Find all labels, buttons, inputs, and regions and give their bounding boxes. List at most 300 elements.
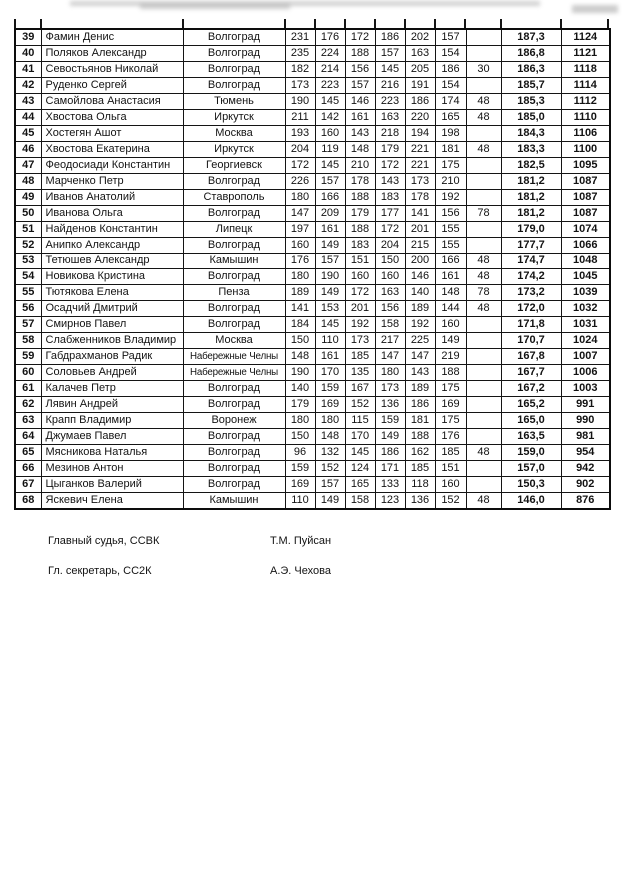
- city-cell: Волгоград: [183, 397, 285, 413]
- score-cell: 136: [405, 492, 435, 509]
- total-cell: 954: [561, 444, 610, 460]
- score-cell: 146: [345, 93, 375, 109]
- city-cell: Камышин: [183, 253, 285, 269]
- handicap-cell: [466, 397, 501, 413]
- name-cell: Найденов Константин: [41, 221, 183, 237]
- score-cell: 179: [375, 141, 405, 157]
- score-cell: 209: [315, 205, 345, 221]
- score-cell: 226: [285, 173, 315, 189]
- name-cell: Новикова Кристина: [41, 269, 183, 285]
- table-border-stub: [404, 19, 406, 28]
- row-number-cell: 68: [15, 492, 41, 509]
- table-row: [15, 253, 610, 269]
- score-cell: 193: [285, 125, 315, 141]
- row-number-cell: 50: [15, 205, 41, 221]
- table-border-stub: [500, 19, 502, 28]
- total-cell: 1124: [561, 29, 610, 46]
- city-cell: Москва: [183, 125, 285, 141]
- score-cell: 185: [435, 444, 466, 460]
- name-cell: Севостьянов Николай: [41, 62, 183, 78]
- total-cell: 1045: [561, 269, 610, 285]
- score-cell: 175: [435, 157, 466, 173]
- score-cell: 180: [285, 189, 315, 205]
- name-cell: Крапп Владимир: [41, 413, 183, 429]
- score-cell: 143: [405, 365, 435, 381]
- average-cell: 181,2: [501, 205, 561, 221]
- table-row: [15, 365, 610, 381]
- total-cell: 1007: [561, 349, 610, 365]
- handicap-cell: 48: [466, 141, 501, 157]
- score-cell: 124: [345, 460, 375, 476]
- score-cell: 157: [345, 78, 375, 94]
- table-row: [15, 125, 610, 141]
- handicap-cell: [466, 173, 501, 189]
- secretary-name: А.Э. Чехова: [270, 565, 331, 577]
- total-cell: 1110: [561, 109, 610, 125]
- score-cell: 186: [405, 93, 435, 109]
- total-cell: 1031: [561, 317, 610, 333]
- score-cell: 159: [375, 413, 405, 429]
- score-cell: 189: [405, 381, 435, 397]
- name-cell: Джумаев Павел: [41, 428, 183, 444]
- score-cell: 165: [345, 476, 375, 492]
- score-cell: 156: [435, 205, 466, 221]
- score-cell: 157: [315, 476, 345, 492]
- score-cell: 188: [345, 189, 375, 205]
- table-row: [15, 285, 610, 301]
- average-cell: 167,7: [501, 365, 561, 381]
- name-cell: Фамин Денис: [41, 29, 183, 46]
- total-cell: 942: [561, 460, 610, 476]
- score-cell: 225: [405, 333, 435, 349]
- handicap-cell: [466, 333, 501, 349]
- score-cell: 231: [285, 29, 315, 46]
- row-number-cell: 64: [15, 428, 41, 444]
- name-cell: Хвостова Ольга: [41, 109, 183, 125]
- score-cell: 157: [315, 253, 345, 269]
- name-cell: Слабженников Владимир: [41, 333, 183, 349]
- city-cell: Пенза: [183, 285, 285, 301]
- row-number-cell: 41: [15, 62, 41, 78]
- city-cell: Волгоград: [183, 46, 285, 62]
- total-cell: 1039: [561, 285, 610, 301]
- total-cell: 1074: [561, 221, 610, 237]
- cut-off-text-smear: [572, 5, 618, 13]
- score-cell: 149: [315, 237, 345, 253]
- score-cell: 119: [315, 141, 345, 157]
- score-cell: 220: [405, 109, 435, 125]
- score-cell: 188: [345, 46, 375, 62]
- table-row: [15, 413, 610, 429]
- score-cell: 163: [375, 285, 405, 301]
- row-number-cell: 40: [15, 46, 41, 62]
- table-row: [15, 221, 610, 237]
- score-cell: 160: [345, 269, 375, 285]
- handicap-cell: 48: [466, 93, 501, 109]
- score-cell: 210: [345, 157, 375, 173]
- row-number-cell: 46: [15, 141, 41, 157]
- score-cell: 181: [435, 141, 466, 157]
- handicap-cell: 48: [466, 253, 501, 269]
- row-number-cell: 55: [15, 285, 41, 301]
- score-cell: 172: [375, 157, 405, 173]
- total-cell: 1121: [561, 46, 610, 62]
- score-cell: 186: [375, 444, 405, 460]
- score-cell: 180: [285, 413, 315, 429]
- score-cell: 177: [375, 205, 405, 221]
- score-cell: 157: [375, 46, 405, 62]
- name-cell: Самойлова Анастасия: [41, 93, 183, 109]
- name-cell: Лявин Андрей: [41, 397, 183, 413]
- city-cell: Камышин: [183, 492, 285, 509]
- score-cell: 204: [375, 237, 405, 253]
- name-cell: Осадчий Дмитрий: [41, 301, 183, 317]
- table-row: [15, 269, 610, 285]
- score-cell: 123: [375, 492, 405, 509]
- table-row: [15, 476, 610, 492]
- score-cell: 150: [375, 253, 405, 269]
- score-cell: 192: [345, 317, 375, 333]
- average-cell: 167,8: [501, 349, 561, 365]
- cut-off-text-smear: [140, 4, 290, 9]
- score-cell: 214: [315, 62, 345, 78]
- score-cell: 161: [315, 349, 345, 365]
- total-cell: 1087: [561, 173, 610, 189]
- row-number-cell: 52: [15, 237, 41, 253]
- score-cell: 143: [345, 125, 375, 141]
- score-cell: 176: [315, 29, 345, 46]
- name-cell: Феодосиади Константин: [41, 157, 183, 173]
- score-cell: 219: [435, 349, 466, 365]
- score-cell: 198: [435, 125, 466, 141]
- handicap-cell: [466, 157, 501, 173]
- row-number-cell: 43: [15, 93, 41, 109]
- score-cell: 194: [405, 125, 435, 141]
- table-row: [15, 173, 610, 189]
- score-cell: 166: [435, 253, 466, 269]
- score-cell: 176: [285, 253, 315, 269]
- average-cell: 187,3: [501, 29, 561, 46]
- score-cell: 186: [435, 62, 466, 78]
- score-cell: 205: [405, 62, 435, 78]
- name-cell: Мясникова Наталья: [41, 444, 183, 460]
- table-row: [15, 317, 610, 333]
- score-cell: 202: [405, 29, 435, 46]
- score-cell: 210: [435, 173, 466, 189]
- city-cell: Ставрополь: [183, 189, 285, 205]
- score-cell: 180: [315, 413, 345, 429]
- table-row: [15, 428, 610, 444]
- row-number-cell: 56: [15, 301, 41, 317]
- table-row: [15, 349, 610, 365]
- city-cell: Воронеж: [183, 413, 285, 429]
- table-border-stub: [314, 19, 316, 28]
- score-cell: 152: [435, 492, 466, 509]
- city-cell: Волгоград: [183, 205, 285, 221]
- score-cell: 154: [435, 78, 466, 94]
- total-cell: 1095: [561, 157, 610, 173]
- handicap-cell: 48: [466, 492, 501, 509]
- average-cell: 163,5: [501, 428, 561, 444]
- average-cell: 183,3: [501, 141, 561, 157]
- score-cell: 218: [375, 125, 405, 141]
- score-cell: 216: [375, 78, 405, 94]
- handicap-cell: [466, 125, 501, 141]
- city-cell: Москва: [183, 333, 285, 349]
- score-cell: 145: [375, 62, 405, 78]
- city-cell: Волгоград: [183, 173, 285, 189]
- row-number-cell: 59: [15, 349, 41, 365]
- score-cell: 146: [405, 269, 435, 285]
- table-row: [15, 333, 610, 349]
- table-row: [15, 492, 610, 509]
- score-cell: 173: [375, 381, 405, 397]
- score-cell: 185: [405, 460, 435, 476]
- city-cell: Волгоград: [183, 237, 285, 253]
- score-cell: 144: [435, 301, 466, 317]
- name-cell: Смирнов Павел: [41, 317, 183, 333]
- score-cell: 150: [285, 333, 315, 349]
- secretary-role-label: Гл. секретарь, СС2К: [48, 565, 152, 577]
- score-cell: 152: [345, 397, 375, 413]
- score-cell: 161: [315, 221, 345, 237]
- handicap-cell: [466, 381, 501, 397]
- score-cell: 172: [345, 29, 375, 46]
- score-cell: 188: [345, 221, 375, 237]
- score-cell: 201: [405, 221, 435, 237]
- average-cell: 165,2: [501, 397, 561, 413]
- score-cell: 186: [375, 29, 405, 46]
- name-cell: Руденко Сергей: [41, 78, 183, 94]
- handicap-cell: [466, 413, 501, 429]
- average-cell: 185,0: [501, 109, 561, 125]
- score-cell: 145: [315, 157, 345, 173]
- score-cell: 176: [435, 428, 466, 444]
- score-cell: 118: [405, 476, 435, 492]
- row-number-cell: 66: [15, 460, 41, 476]
- table-border-stub: [14, 19, 16, 28]
- total-cell: 1112: [561, 93, 610, 109]
- score-cell: 190: [315, 269, 345, 285]
- handicap-cell: [466, 476, 501, 492]
- score-cell: 192: [405, 317, 435, 333]
- total-cell: 1003: [561, 381, 610, 397]
- total-cell: 1032: [561, 301, 610, 317]
- score-cell: 192: [435, 189, 466, 205]
- average-cell: 182,5: [501, 157, 561, 173]
- name-cell: Хвостова Екатерина: [41, 141, 183, 157]
- row-number-cell: 44: [15, 109, 41, 125]
- score-cell: 156: [345, 62, 375, 78]
- name-cell: Мезинов Антон: [41, 460, 183, 476]
- handicap-cell: 48: [466, 269, 501, 285]
- score-cell: 224: [315, 46, 345, 62]
- score-cell: 161: [345, 109, 375, 125]
- total-cell: 1048: [561, 253, 610, 269]
- score-cell: 148: [315, 428, 345, 444]
- average-cell: 185,7: [501, 78, 561, 94]
- score-cell: 110: [315, 333, 345, 349]
- row-number-cell: 63: [15, 413, 41, 429]
- city-cell: Иркутск: [183, 141, 285, 157]
- score-cell: 145: [315, 93, 345, 109]
- score-cell: 200: [405, 253, 435, 269]
- score-cell: 186: [405, 397, 435, 413]
- row-number-cell: 45: [15, 125, 41, 141]
- name-cell: Тютякова Елена: [41, 285, 183, 301]
- table-border-stub: [434, 19, 436, 28]
- total-cell: 902: [561, 476, 610, 492]
- city-cell: Волгоград: [183, 301, 285, 317]
- total-cell: 990: [561, 413, 610, 429]
- score-cell: 115: [345, 413, 375, 429]
- total-cell: 981: [561, 428, 610, 444]
- score-cell: 152: [315, 460, 345, 476]
- handicap-cell: 78: [466, 285, 501, 301]
- score-cell: 188: [435, 365, 466, 381]
- score-cell: 160: [435, 476, 466, 492]
- score-cell: 133: [375, 476, 405, 492]
- score-cell: 197: [285, 221, 315, 237]
- total-cell: 1087: [561, 205, 610, 221]
- handicap-cell: [466, 365, 501, 381]
- score-cell: 215: [405, 237, 435, 253]
- score-cell: 190: [285, 365, 315, 381]
- score-cell: 140: [405, 285, 435, 301]
- total-cell: 991: [561, 397, 610, 413]
- table-row: [15, 444, 610, 460]
- name-cell: Иванов Анатолий: [41, 189, 183, 205]
- score-cell: 204: [285, 141, 315, 157]
- average-cell: 181,2: [501, 189, 561, 205]
- score-cell: 155: [435, 221, 466, 237]
- average-cell: 177,7: [501, 237, 561, 253]
- score-cell: 110: [285, 492, 315, 509]
- score-cell: 158: [375, 317, 405, 333]
- average-cell: 174,7: [501, 253, 561, 269]
- score-cell: 147: [285, 205, 315, 221]
- score-cell: 158: [345, 492, 375, 509]
- score-cell: 149: [435, 333, 466, 349]
- average-cell: 173,2: [501, 285, 561, 301]
- average-cell: 172,0: [501, 301, 561, 317]
- table-row: [15, 141, 610, 157]
- handicap-cell: [466, 78, 501, 94]
- average-cell: 170,7: [501, 333, 561, 349]
- score-cell: 173: [285, 78, 315, 94]
- score-cell: 172: [345, 285, 375, 301]
- score-cell: 169: [285, 476, 315, 492]
- judge-name: Т.М. Пуйсан: [270, 535, 332, 547]
- table-border-stub: [607, 19, 609, 28]
- table-border-stub: [560, 19, 562, 28]
- cut-off-text-smear: [70, 1, 540, 6]
- score-cell: 96: [285, 444, 315, 460]
- table-border-stub: [284, 19, 286, 28]
- score-cell: 217: [375, 333, 405, 349]
- average-cell: 171,8: [501, 317, 561, 333]
- name-cell: Соловьев Андрей: [41, 365, 183, 381]
- city-cell: Волгоград: [183, 62, 285, 78]
- score-cell: 145: [315, 317, 345, 333]
- row-number-cell: 51: [15, 221, 41, 237]
- city-cell: Волгоград: [183, 444, 285, 460]
- score-cell: 201: [345, 301, 375, 317]
- table-row: [15, 381, 610, 397]
- score-cell: 221: [405, 157, 435, 173]
- handicap-cell: [466, 349, 501, 365]
- city-cell: Набережные Челны: [183, 349, 285, 365]
- score-cell: 191: [405, 78, 435, 94]
- total-cell: 1118: [561, 62, 610, 78]
- average-cell: 150,3: [501, 476, 561, 492]
- score-cell: 156: [375, 301, 405, 317]
- score-cell: 159: [315, 381, 345, 397]
- city-cell: Волгоград: [183, 460, 285, 476]
- score-cell: 150: [285, 428, 315, 444]
- score-cell: 157: [315, 173, 345, 189]
- table-border-stub: [182, 19, 184, 28]
- score-cell: 185: [345, 349, 375, 365]
- score-cell: 162: [405, 444, 435, 460]
- handicap-cell: [466, 428, 501, 444]
- score-cell: 148: [345, 141, 375, 157]
- row-number-cell: 47: [15, 157, 41, 173]
- name-cell: Цыганков Валерий: [41, 476, 183, 492]
- total-cell: 1087: [561, 189, 610, 205]
- score-cell: 180: [375, 365, 405, 381]
- row-number-cell: 39: [15, 29, 41, 46]
- city-cell: Волгоград: [183, 476, 285, 492]
- score-cell: 172: [285, 157, 315, 173]
- handicap-cell: 30: [466, 62, 501, 78]
- row-number-cell: 57: [15, 317, 41, 333]
- row-number-cell: 65: [15, 444, 41, 460]
- handicap-cell: [466, 317, 501, 333]
- score-cell: 149: [315, 492, 345, 509]
- name-cell: Анипко Александр: [41, 237, 183, 253]
- score-cell: 159: [285, 460, 315, 476]
- name-cell: Марченко Петр: [41, 173, 183, 189]
- average-cell: 184,3: [501, 125, 561, 141]
- name-cell: Хостегян Ашот: [41, 125, 183, 141]
- table-border-stub: [374, 19, 376, 28]
- table-row: [15, 29, 610, 46]
- score-cell: 147: [405, 349, 435, 365]
- score-cell: 183: [375, 189, 405, 205]
- average-cell: 146,0: [501, 492, 561, 509]
- row-number-cell: 62: [15, 397, 41, 413]
- score-cell: 172: [375, 221, 405, 237]
- handicap-cell: [466, 29, 501, 46]
- table-row: [15, 189, 610, 205]
- row-number-cell: 60: [15, 365, 41, 381]
- average-cell: 181,2: [501, 173, 561, 189]
- table-border-stub: [40, 19, 42, 28]
- table-row: [15, 237, 610, 253]
- total-cell: 876: [561, 492, 610, 509]
- total-cell: 1066: [561, 237, 610, 253]
- city-cell: Георгиевск: [183, 157, 285, 173]
- row-number-cell: 61: [15, 381, 41, 397]
- table-row: [15, 78, 610, 94]
- score-cell: 189: [405, 301, 435, 317]
- table-row: [15, 62, 610, 78]
- average-cell: 186,3: [501, 62, 561, 78]
- city-cell: Волгоград: [183, 29, 285, 46]
- name-cell: Калачев Петр: [41, 381, 183, 397]
- score-cell: 189: [285, 285, 315, 301]
